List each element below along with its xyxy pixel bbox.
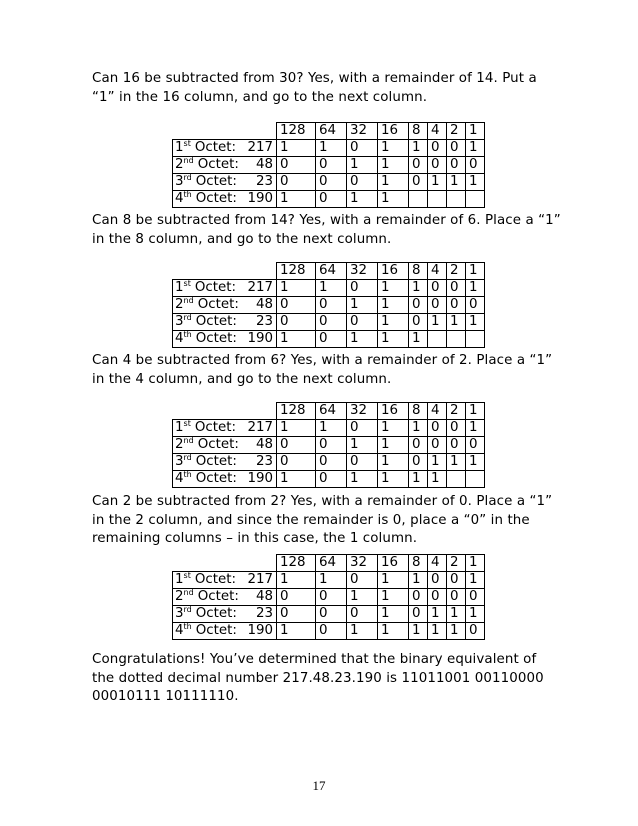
bit-cell: 1	[428, 454, 447, 471]
bit-cell: 0	[428, 589, 447, 606]
bit-cell	[447, 331, 466, 348]
header-blank-cell	[173, 123, 277, 140]
column-header-16: 16	[378, 263, 409, 280]
octet-ordinal-suffix: st	[183, 419, 191, 428]
octet-word: Octet:	[197, 589, 239, 604]
bit-cell: 0	[347, 454, 378, 471]
octet-word: Octet:	[194, 572, 236, 587]
octet-ordinal-suffix: nd	[183, 156, 194, 165]
bit-cell: 1	[378, 314, 409, 331]
octet-ordinal-suffix: st	[183, 571, 191, 580]
bit-cell: 1	[447, 314, 466, 331]
octet-decimal-value: 190	[247, 191, 273, 206]
octet-word: Octet:	[195, 471, 237, 486]
octet-number: 4	[175, 191, 184, 206]
octet-label	[173, 174, 277, 191]
bit-cell: 1	[277, 331, 316, 348]
bit-cell: 0	[347, 280, 378, 297]
octet-decimal-value: 48	[255, 157, 273, 172]
octet-number: 2	[175, 297, 184, 312]
octet-table-3	[172, 402, 485, 488]
bit-cell	[428, 331, 447, 348]
octet-ordinal-suffix: rd	[183, 313, 192, 322]
bit-cell: 0	[428, 572, 447, 589]
column-header-16: 16	[378, 403, 409, 420]
bit-cell: 1	[447, 623, 466, 640]
octet-label	[173, 471, 277, 488]
table-header-row	[173, 555, 485, 572]
column-header-64: 64	[316, 263, 347, 280]
octet-table-1	[172, 122, 485, 208]
bit-cell: 1	[378, 280, 409, 297]
column-header-1: 1	[466, 555, 485, 572]
octet-word: Octet:	[195, 191, 237, 206]
bit-cell: 0	[447, 297, 466, 314]
bit-cell: 0	[428, 297, 447, 314]
bit-cell: 0	[316, 589, 347, 606]
table-row	[173, 589, 485, 606]
bit-cell: 0	[316, 191, 347, 208]
octet-decimal-value: 217	[247, 420, 273, 435]
bit-cell: 0	[409, 174, 428, 191]
octet-label	[173, 140, 277, 157]
column-header-8: 8	[409, 123, 428, 140]
bit-cell: 1	[347, 297, 378, 314]
bit-cell: 0	[428, 157, 447, 174]
table-row	[173, 174, 485, 191]
octet-label	[173, 437, 277, 454]
table-header-row	[173, 123, 485, 140]
bit-cell: 1	[378, 297, 409, 314]
bit-cell: 1	[347, 191, 378, 208]
bit-cell: 1	[378, 471, 409, 488]
octet-table-4	[172, 554, 485, 640]
octet-word: Octet:	[194, 280, 236, 295]
bit-cell: 1	[277, 140, 316, 157]
column-header-1: 1	[466, 263, 485, 280]
bit-cell: 0	[347, 420, 378, 437]
octet-number: 3	[175, 606, 184, 621]
octet-number: 3	[175, 174, 184, 189]
bit-cell: 0	[277, 589, 316, 606]
paragraph-2-column: Can 2 be subtracted from 2? Yes, with a remainder of 0. Place a “1” in the 2 column, and since the remainder is 0, place a “0” in the remaining columns – in this case, the 1 column.	[92, 494, 553, 546]
table-header-row	[173, 263, 485, 280]
bit-cell: 1	[378, 572, 409, 589]
bit-cell: 1	[347, 623, 378, 640]
octet-label	[173, 623, 277, 640]
bit-cell: 0	[277, 174, 316, 191]
octet-ordinal-suffix: nd	[183, 588, 194, 597]
octet-decimal-value: 217	[247, 572, 273, 587]
column-header-32: 32	[347, 555, 378, 572]
octet-label	[173, 157, 277, 174]
bit-cell: 0	[428, 437, 447, 454]
octet-decimal-value: 190	[247, 623, 273, 638]
bit-cell: 1	[347, 331, 378, 348]
octet-label	[173, 589, 277, 606]
octet-ordinal-suffix: rd	[183, 453, 192, 462]
octet-number: 1	[175, 572, 184, 587]
bit-cell: 1	[409, 280, 428, 297]
bit-cell: 0	[316, 437, 347, 454]
table-row	[173, 437, 485, 454]
bit-cell: 0	[277, 297, 316, 314]
bit-cell: 0	[447, 280, 466, 297]
bit-cell: 1	[466, 420, 485, 437]
bit-cell: 1	[378, 454, 409, 471]
column-header-128: 128	[277, 123, 316, 140]
octet-decimal-value: 190	[247, 471, 273, 486]
bit-cell: 1	[428, 314, 447, 331]
bit-cell: 1	[409, 420, 428, 437]
octet-word: Octet:	[195, 314, 237, 329]
octet-number: 2	[175, 157, 184, 172]
bit-cell: 1	[316, 420, 347, 437]
column-header-2: 2	[447, 555, 466, 572]
bit-cell: 1	[466, 140, 485, 157]
bit-cell: 1	[378, 437, 409, 454]
bit-cell: 1	[277, 420, 316, 437]
bit-cell: 1	[378, 331, 409, 348]
column-header-32: 32	[347, 403, 378, 420]
column-header-16: 16	[378, 123, 409, 140]
bit-cell: 0	[409, 589, 428, 606]
column-header-8: 8	[409, 555, 428, 572]
paragraph-8-column: Can 8 be subtracted from 14? Yes, with a remainder of 6. Place a “1” in the 8 column, and go to the next column.	[92, 213, 561, 247]
octet-word: Octet:	[197, 157, 239, 172]
octet-ordinal-suffix: nd	[183, 436, 194, 445]
bit-cell: 1	[347, 157, 378, 174]
bit-cell: 0	[316, 623, 347, 640]
column-header-4: 4	[428, 403, 447, 420]
bit-cell: 1	[347, 471, 378, 488]
header-blank-cell	[173, 555, 277, 572]
bit-cell: 0	[466, 437, 485, 454]
column-header-4: 4	[428, 555, 447, 572]
bit-cell: 0	[316, 314, 347, 331]
paragraph-4-column: Can 4 be subtracted from 6? Yes, with a remainder of 2. Place a “1” in the 4 column, and go to the next column.	[92, 353, 553, 387]
bit-cell: 1	[378, 140, 409, 157]
bit-cell: 1	[347, 589, 378, 606]
bit-cell: 0	[316, 157, 347, 174]
table-row	[173, 191, 485, 208]
bit-cell: 1	[428, 471, 447, 488]
octet-ordinal-suffix: th	[183, 622, 192, 631]
bit-cell: 0	[466, 623, 485, 640]
bit-cell: 0	[316, 606, 347, 623]
column-header-4: 4	[428, 263, 447, 280]
octet-decimal-value: 23	[255, 606, 273, 621]
column-header-2: 2	[447, 123, 466, 140]
bit-cell: 0	[447, 140, 466, 157]
paragraph-conclusion: Congratulations! You’ve determined that the binary equivalent of the dotted decimal number 217.48.23.190 is 11011001 00110000 00010111 10111110.	[92, 652, 544, 704]
bit-cell: 0	[347, 314, 378, 331]
octet-decimal-value: 23	[255, 314, 273, 329]
bit-cell: 0	[447, 420, 466, 437]
bit-cell: 1	[277, 280, 316, 297]
bit-cell	[409, 191, 428, 208]
table-row	[173, 572, 485, 589]
octet-label	[173, 572, 277, 589]
bit-cell: 1	[277, 623, 316, 640]
bit-cell: 0	[277, 437, 316, 454]
table-row	[173, 420, 485, 437]
bit-cell: 0	[347, 174, 378, 191]
bit-cell: 1	[316, 572, 347, 589]
octet-decimal-value: 190	[247, 331, 273, 346]
octet-decimal-value: 48	[255, 437, 273, 452]
octet-ordinal-suffix: nd	[183, 296, 194, 305]
octet-decimal-value: 217	[247, 280, 273, 295]
column-header-8: 8	[409, 263, 428, 280]
column-header-2: 2	[447, 263, 466, 280]
bit-cell: 1	[409, 623, 428, 640]
bit-cell: 0	[409, 454, 428, 471]
bit-cell: 1	[466, 174, 485, 191]
bit-cell: 0	[347, 140, 378, 157]
bit-cell: 1	[447, 454, 466, 471]
bit-cell: 1	[466, 454, 485, 471]
bit-cell: 1	[378, 623, 409, 640]
octet-word: Octet:	[197, 297, 239, 312]
octet-number: 4	[175, 623, 184, 638]
header-blank-cell	[173, 263, 277, 280]
octet-number: 1	[175, 420, 184, 435]
table-row	[173, 471, 485, 488]
page-number: 17	[312, 778, 326, 793]
bit-cell: 0	[277, 606, 316, 623]
bit-cell: 0	[316, 331, 347, 348]
octet-word: Octet:	[194, 420, 236, 435]
bit-cell: 0	[409, 606, 428, 623]
octet-label	[173, 314, 277, 331]
octet-number: 2	[175, 437, 184, 452]
bit-cell: 0	[428, 420, 447, 437]
octet-ordinal-suffix: st	[183, 139, 191, 148]
bit-cell: 1	[378, 589, 409, 606]
bit-cell: 1	[447, 606, 466, 623]
octet-label	[173, 420, 277, 437]
bit-cell: 0	[428, 140, 447, 157]
bit-cell: 1	[277, 191, 316, 208]
octet-decimal-value: 23	[255, 454, 273, 469]
bit-cell: 0	[447, 157, 466, 174]
bit-cell: 1	[409, 471, 428, 488]
column-header-32: 32	[347, 123, 378, 140]
bit-cell: 0	[347, 572, 378, 589]
column-header-16: 16	[378, 555, 409, 572]
column-header-4: 4	[428, 123, 447, 140]
octet-ordinal-suffix: st	[183, 279, 191, 288]
octet-number: 4	[175, 331, 184, 346]
bit-cell: 0	[277, 454, 316, 471]
column-header-128: 128	[277, 555, 316, 572]
octet-word: Octet:	[194, 140, 236, 155]
bit-cell: 0	[447, 437, 466, 454]
octet-ordinal-suffix: rd	[183, 173, 192, 182]
octet-number: 1	[175, 140, 184, 155]
column-header-1: 1	[466, 123, 485, 140]
octet-label	[173, 191, 277, 208]
paragraph-16-column: Can 16 be subtracted from 30? Yes, with a remainder of 14. Put a “1” in the 16 column, and go to the next column.	[92, 71, 537, 105]
octet-number: 2	[175, 589, 184, 604]
header-blank-cell	[173, 403, 277, 420]
octet-number: 4	[175, 471, 184, 486]
bit-cell: 1	[428, 174, 447, 191]
bit-cell: 1	[378, 606, 409, 623]
table-row	[173, 140, 485, 157]
bit-cell: 1	[428, 623, 447, 640]
bit-cell: 0	[409, 297, 428, 314]
table-row	[173, 331, 485, 348]
bit-cell: 0	[409, 437, 428, 454]
bit-cell: 1	[316, 280, 347, 297]
octet-word: Octet:	[195, 331, 237, 346]
table-row	[173, 157, 485, 174]
column-header-32: 32	[347, 263, 378, 280]
bit-cell	[466, 331, 485, 348]
bit-cell: 1	[378, 157, 409, 174]
octet-number: 1	[175, 280, 184, 295]
bit-cell: 0	[316, 471, 347, 488]
octet-decimal-value: 217	[247, 140, 273, 155]
octet-decimal-value: 23	[255, 174, 273, 189]
bit-cell	[447, 471, 466, 488]
bit-cell: 1	[409, 572, 428, 589]
octet-label	[173, 297, 277, 314]
bit-cell: 0	[409, 314, 428, 331]
column-header-1: 1	[466, 403, 485, 420]
bit-cell: 1	[466, 606, 485, 623]
bit-cell: 1	[428, 606, 447, 623]
column-header-2: 2	[447, 403, 466, 420]
column-header-128: 128	[277, 263, 316, 280]
bit-cell: 1	[316, 140, 347, 157]
octet-ordinal-suffix: rd	[183, 605, 192, 614]
octet-table-2	[172, 262, 485, 348]
bit-cell: 0	[466, 589, 485, 606]
bit-cell: 0	[277, 157, 316, 174]
bit-cell: 1	[409, 331, 428, 348]
bit-cell: 1	[466, 280, 485, 297]
octet-word: Octet:	[195, 623, 237, 638]
octet-number: 3	[175, 454, 184, 469]
octet-word: Octet:	[195, 174, 237, 189]
octet-label	[173, 606, 277, 623]
column-header-8: 8	[409, 403, 428, 420]
table-row	[173, 606, 485, 623]
bit-cell: 0	[347, 606, 378, 623]
bit-cell: 0	[316, 174, 347, 191]
bit-cell: 0	[428, 280, 447, 297]
table-row	[173, 297, 485, 314]
bit-cell: 1	[347, 437, 378, 454]
bit-cell: 0	[316, 454, 347, 471]
column-header-64: 64	[316, 555, 347, 572]
table-row	[173, 280, 485, 297]
octet-ordinal-suffix: th	[183, 330, 192, 339]
column-header-64: 64	[316, 403, 347, 420]
bit-cell: 1	[466, 314, 485, 331]
octet-label	[173, 331, 277, 348]
table-header-row	[173, 403, 485, 420]
table-row	[173, 623, 485, 640]
octet-ordinal-suffix: th	[183, 470, 192, 479]
bit-cell: 0	[447, 589, 466, 606]
table-row	[173, 314, 485, 331]
octet-ordinal-suffix: th	[183, 190, 192, 199]
octet-word: Octet:	[197, 437, 239, 452]
column-header-64: 64	[316, 123, 347, 140]
bit-cell: 1	[378, 174, 409, 191]
bit-cell: 1	[409, 140, 428, 157]
column-header-128: 128	[277, 403, 316, 420]
bit-cell	[466, 191, 485, 208]
bit-cell: 0	[316, 297, 347, 314]
bit-cell: 1	[378, 191, 409, 208]
octet-word: Octet:	[195, 606, 237, 621]
bit-cell: 0	[409, 157, 428, 174]
bit-cell	[447, 191, 466, 208]
bit-cell: 1	[277, 572, 316, 589]
octet-label	[173, 454, 277, 471]
octet-word: Octet:	[195, 454, 237, 469]
octet-number: 3	[175, 314, 184, 329]
bit-cell: 0	[466, 157, 485, 174]
bit-cell: 1	[447, 174, 466, 191]
bit-cell: 0	[277, 314, 316, 331]
bit-cell	[428, 191, 447, 208]
bit-cell: 0	[466, 297, 485, 314]
table-row	[173, 454, 485, 471]
octet-decimal-value: 48	[255, 589, 273, 604]
octet-decimal-value: 48	[255, 297, 273, 312]
octet-label	[173, 280, 277, 297]
bit-cell: 1	[378, 420, 409, 437]
bit-cell: 1	[466, 572, 485, 589]
bit-cell: 1	[277, 471, 316, 488]
bit-cell: 0	[447, 572, 466, 589]
bit-cell	[466, 471, 485, 488]
